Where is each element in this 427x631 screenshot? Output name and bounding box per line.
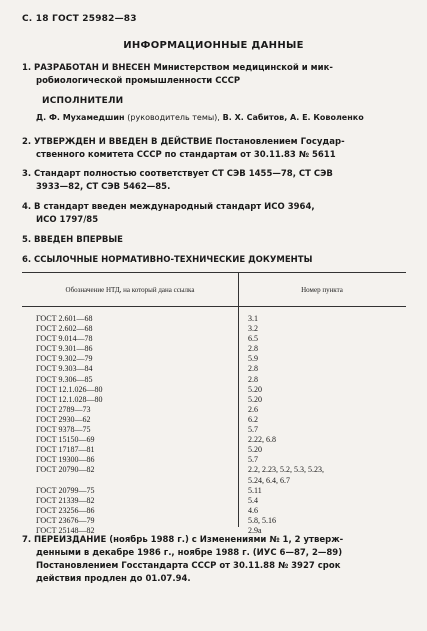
table-cell-document: ГОСТ 23256—86: [36, 505, 95, 515]
table-cell-document: ГОСТ 9.302—79: [36, 354, 93, 364]
table-body: [22, 314, 406, 536]
table-cell-clause: 6.5: [248, 334, 258, 344]
section-7-number: 7.: [22, 535, 32, 545]
table-row: [22, 516, 406, 526]
section-4-line-2: ИСО 1797/85: [36, 214, 99, 225]
table-cell-document: ГОСТ 12.1.026—80: [36, 384, 103, 394]
table-cell-document: ГОСТ 19300—86: [36, 455, 95, 465]
table-row: [22, 435, 406, 445]
section-5-number: 5.: [22, 235, 32, 245]
performer-lead-name: Д. Ф. Мухамедшин: [36, 113, 125, 122]
section-5: [22, 234, 406, 247]
table-header-document: Обозначение НТД, на который дана ссылка: [65, 286, 195, 294]
page-title: ИНФОРМАЦИОННЫЕ ДАННЫЕ: [123, 40, 304, 51]
table-cell-clause: 5.4: [248, 495, 258, 505]
section-1-number: 1.: [22, 63, 32, 73]
section-1-line-2: робиологической промышленности СССР: [36, 75, 241, 86]
table-row: [22, 405, 406, 415]
table-cell-clause: 6.2: [248, 414, 258, 424]
performers-heading: ИСПОЛНИТЕЛИ: [42, 96, 124, 106]
table-cell-clause: 5.11: [248, 485, 262, 495]
section-3-number: 3.: [22, 169, 32, 179]
page-header: С. 18 ГОСТ 25982—83: [22, 14, 137, 24]
references-table: [22, 272, 406, 535]
table-cell-document: ГОСТ 21339—82: [36, 495, 95, 505]
table-cell-clause: 2.8: [248, 374, 258, 384]
section-5-text: ВВЕДЕН ВПЕРВЫЕ: [34, 235, 123, 245]
table-row: [22, 496, 406, 506]
section-2-line-1: УТВЕРЖДЕН И ВВЕДЕН В ДЕЙСТВИЕ Постановлением Государ-: [34, 137, 345, 147]
section-2-number: 2.: [22, 137, 32, 147]
table-row: [22, 334, 406, 344]
section-1: [22, 62, 406, 87]
table-cell-clause: 3.1: [248, 314, 258, 323]
table-row: [22, 344, 406, 354]
section-6-number: 6.: [22, 255, 32, 265]
table-header-clause: Номер пункта: [301, 286, 343, 294]
table-cell-document: ГОСТ 2930—62: [36, 414, 91, 424]
section-4-number: 4.: [22, 202, 32, 212]
section-7-line-4: действия продлен до 01.07.94.: [36, 574, 191, 584]
table-row: [22, 425, 406, 435]
table-row: [22, 324, 406, 334]
table-cell-document: ГОСТ 25148—82: [36, 525, 95, 535]
table-cell-document: ГОСТ 9.014—78: [36, 334, 93, 344]
table-cell-clause: 2.6: [248, 404, 258, 414]
table-cell-document: [22, 476, 238, 486]
table-cell-clause: 2.8: [248, 364, 258, 374]
table-cell-clause: 2.22, 6.8: [248, 435, 276, 445]
table-row: [22, 455, 406, 465]
table-row: [22, 395, 406, 405]
table-cell-clause: 5.8, 5.16: [248, 515, 276, 525]
table-row: [22, 354, 406, 364]
section-6: [22, 254, 406, 267]
section-6-text: ССЫЛОЧНЫЕ НОРМАТИВНО-ТЕХНИЧЕСКИЕ ДОКУМЕНТЫ: [34, 255, 313, 265]
section-7-line-2: денными в декабре 1986 г., ноябре 1988 г. (ИУС 6—87, 2—89): [36, 548, 343, 558]
table-cell-clause: 2.9а: [248, 525, 262, 535]
section-2: [22, 136, 406, 161]
performers-others: В. Х. Сабитов, А. Е. Коволенко: [222, 113, 364, 122]
table-cell-document: ГОСТ 2.601—68: [36, 314, 93, 323]
section-3: [22, 168, 406, 193]
section-7-line-3: Постановлением Госстандарта СССР от 30.11.88 № 3927 срок: [36, 561, 341, 571]
table-cell-clause: 5.9: [248, 354, 258, 364]
table-cell-document: ГОСТ 9378—75: [36, 425, 91, 435]
table-cell-document: ГОСТ 2.602—68: [36, 324, 93, 334]
table-cell-clause: 2.8: [248, 344, 258, 354]
table-cell-document: ГОСТ 2789—73: [36, 404, 91, 414]
table-cell-clause: 5.24, 6.4, 6.7: [248, 475, 290, 485]
section-4: [22, 201, 406, 226]
section-1-line-1: РАЗРАБОТАН И ВНЕСЕН Министерством медицинской и мик-: [34, 63, 333, 73]
table-cell-clause: 2.2, 2.23, 5.2, 5.3, 5.23,: [248, 465, 324, 475]
table-cell-clause: 4.6: [248, 505, 258, 515]
table-row: [22, 445, 406, 455]
table-row: [22, 385, 406, 395]
table-cell-clause: 5.7: [248, 455, 258, 465]
table-cell-document: ГОСТ 9.301—86: [36, 344, 93, 354]
performers-list: [36, 113, 364, 122]
section-7: [22, 534, 412, 586]
table-cell-clause: 5.20: [248, 384, 262, 394]
section-3-line-1: Стандарт полностью соответствует СТ СЭВ 1455—78, СТ СЭВ: [34, 169, 333, 179]
table-row: [22, 506, 406, 516]
table-row: [22, 364, 406, 374]
table-cell-clause: 5.7: [248, 425, 258, 435]
table-cell-document: ГОСТ 23676—79: [36, 515, 95, 525]
table-cell-document: ГОСТ 20790—82: [36, 465, 95, 475]
table-row: [22, 314, 406, 324]
table-row: [22, 465, 406, 475]
section-7-line-1: ПЕРЕИЗДАНИЕ (ноябрь 1988 г.) с Изменениями № 1, 2 утверж-: [34, 535, 344, 545]
table-cell-document: ГОСТ 9.306—85: [36, 374, 93, 384]
table-cell-clause: 5.20: [248, 394, 262, 404]
table-row: [22, 415, 406, 425]
table-cell-document: ГОСТ 15150—69: [36, 435, 95, 445]
performer-lead-role: (руководитель темы),: [127, 113, 220, 122]
section-2-line-2: ственного комитета СССР по стандартам от 30.11.83 № 5611: [36, 149, 336, 160]
table-cell-clause: 3.2: [248, 324, 258, 334]
table-cell-document: ГОСТ 20799—75: [36, 485, 95, 495]
table-cell-document: ГОСТ 12.1.028—80: [36, 394, 103, 404]
section-3-line-2: 3933—82, СТ СЭВ 5462—85.: [36, 181, 171, 192]
table-cell-document: ГОСТ 9.303—84: [36, 364, 93, 374]
table-header-rule: [22, 306, 406, 307]
table-row: [22, 375, 406, 385]
table-top-rule: [22, 272, 406, 273]
table-cell-document: ГОСТ 17187—81: [36, 445, 95, 455]
section-4-line-1: В стандарт введен международный стандарт ИСО 3964,: [34, 202, 315, 212]
table-cell-clause: 5.20: [248, 445, 262, 455]
table-row: [22, 476, 406, 486]
table-row: [22, 486, 406, 496]
